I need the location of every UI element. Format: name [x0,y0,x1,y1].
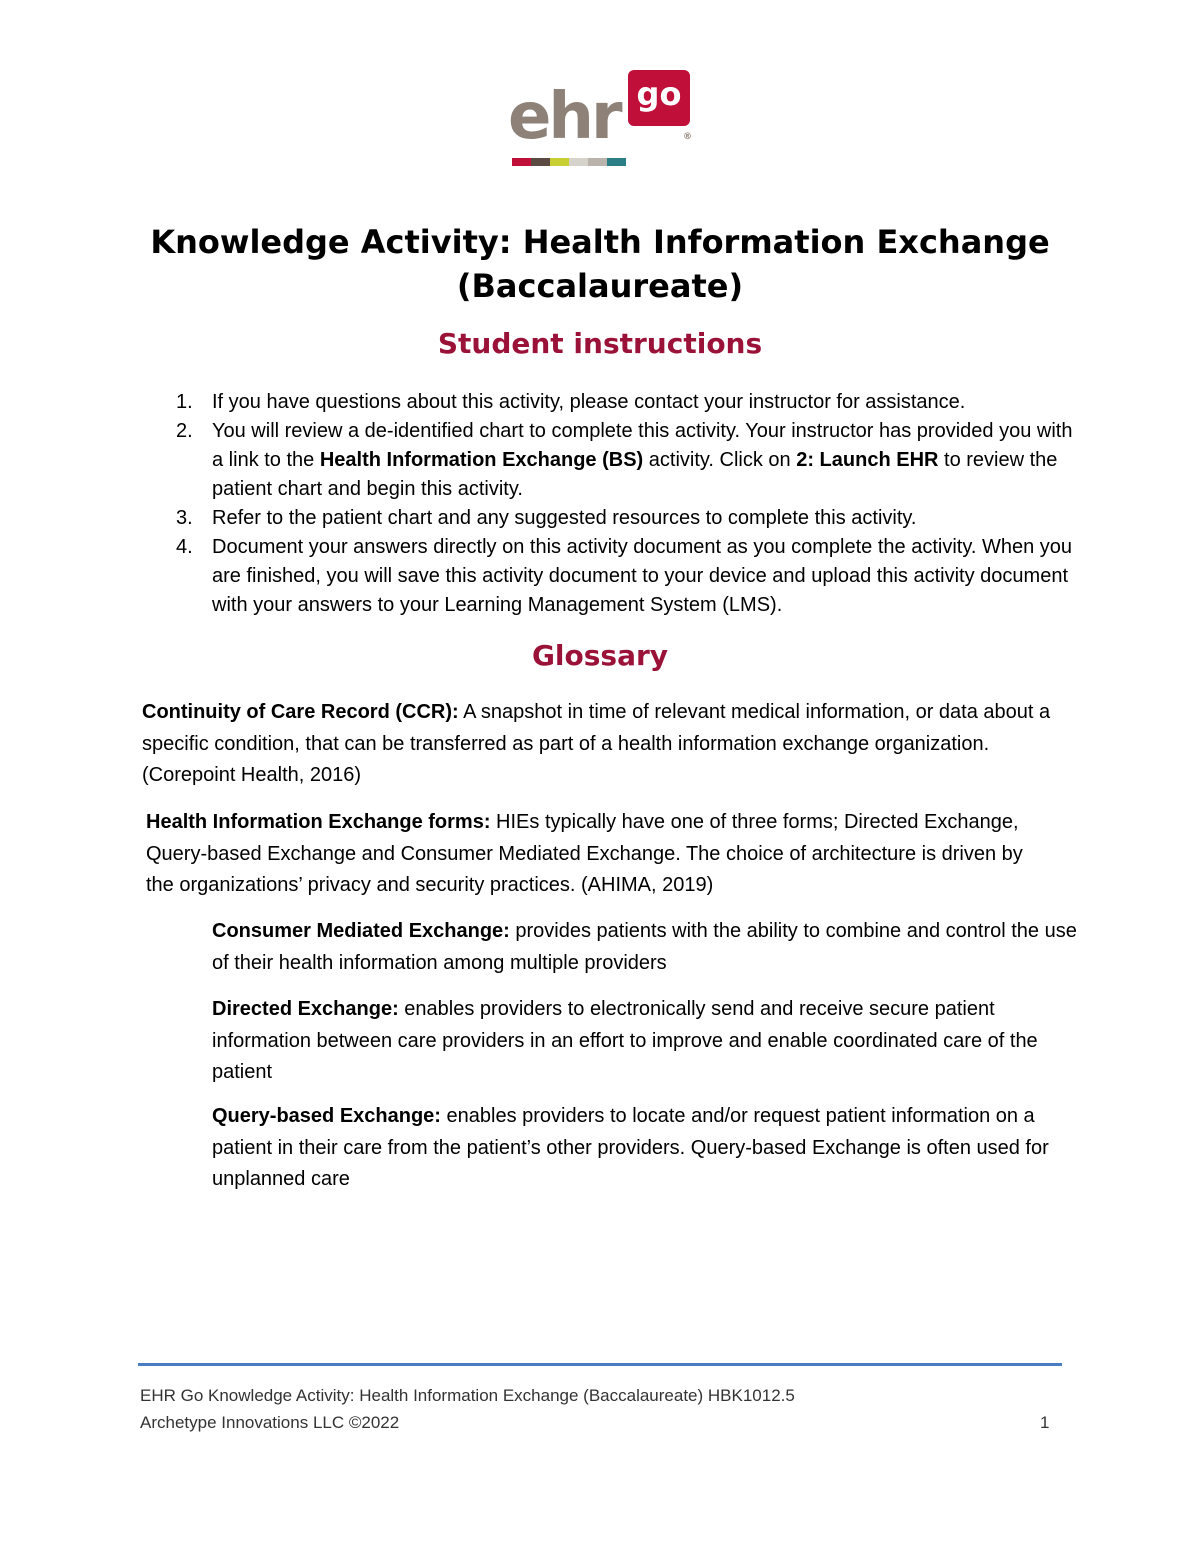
logo-stripe-6 [607,158,626,166]
instruction-item [176,504,1076,533]
instructions-heading: Student instructions [437,327,763,360]
page-number: 1 [1040,1413,1050,1432]
logo-go-badge: go ® [628,70,690,126]
glossary-entry-ccr [142,697,1062,792]
footer-document-title: EHR Go Knowledge Activity: Health Information Exchange (Baccalaureate) HBK1012.5 [140,1386,795,1405]
logo-stripe-1 [512,158,531,166]
instruction-item [176,417,1076,504]
glossary-term: Consumer Mediated Exchange: [212,920,510,942]
glossary-term: Query-based Exchange: [212,1105,441,1127]
activity-name: Health Information Exchange (BS) [319,449,644,471]
instruction-number: 3. [176,507,193,529]
logo-stripe-2 [531,158,550,166]
instruction-item [176,533,1076,620]
ehrgo-logo [508,68,694,168]
instruction-item [176,388,1076,417]
instruction-text: If you have questions about this activity, please contact your instructor for assistance. [212,391,966,413]
instruction-number: 1. [176,391,193,413]
glossary-entry-consumer-mediated [212,916,1082,979]
glossary-term: Health Information Exchange forms: [146,811,491,833]
logo-stripe-5 [588,158,607,166]
glossary-definition: provides patients with the ability to combine and control the use of their health information among multiple providers [212,920,1077,974]
instruction-text: You will review a de-identified chart to complete this activity. Your instructor has provided you with a link to the [212,420,1073,471]
glossary-definition: enables providers to electronically send and receive secure patient information between care providers in an effort to improve and enable coordinated care of the patient [212,998,1038,1083]
logo-stripe-4 [569,158,588,166]
logo-stripe-3 [550,158,569,166]
glossary-definition: A snapshot in time of relevant medical information, or data about a specific condition, that can be transferred as part of a health information exchange organization. (Corepoint Health, 2016) [142,701,1051,786]
glossary-entry-query-based [212,1101,1082,1196]
page-title [100,220,1100,308]
instruction-text: activity. Click on [643,449,797,471]
footer-copyright: Archetype Innovations LLC ©2022 [140,1413,400,1432]
page-title-line1: Knowledge Activity: Health Information Exchange [150,223,1050,261]
instruction-number: 4. [176,536,193,558]
glossary-entry-directed [212,994,1082,1089]
glossary-definition: enables providers to locate and/or request patient information on a patient in their care from the patient’s other providers. Query-based Exchange is often used for unplanned care [212,1105,1049,1190]
glossary-heading: Glossary [531,639,669,672]
instructions-list [176,388,1076,620]
glossary-entry-hie-forms [146,807,1046,902]
footer-divider [138,1363,1062,1366]
logo-color-stripes [512,158,626,166]
glossary-term: Continuity of Care Record (CCR): [142,701,459,723]
glossary-term: Directed Exchange: [212,998,399,1020]
instruction-text: Refer to the patient chart and any suggested resources to complete this activity. [212,507,917,529]
logo-wordmark: ehr [508,80,620,154]
instruction-text: Document your answers directly on this activity document as you complete the activity. When you are finished, you will save this activity document to your device and upload this activity document with your answers to your Learning Management System (LMS). [212,536,1073,616]
instruction-text: to review the patient chart and begin this activity. [212,449,1058,500]
glossary-definition: HIEs typically have one of three forms; Directed Exchange, Query-based Exchange and Consumer Mediated Exchange. The choice of architecture is driven by the organizations’ privacy and security practices. (AHIMA, 2019) [146,811,1023,896]
launch-ehr-reference: 2: Launch EHR [796,449,939,471]
page-title-line2: (Baccalaureate) [456,267,744,305]
instruction-number: 2. [176,420,193,442]
